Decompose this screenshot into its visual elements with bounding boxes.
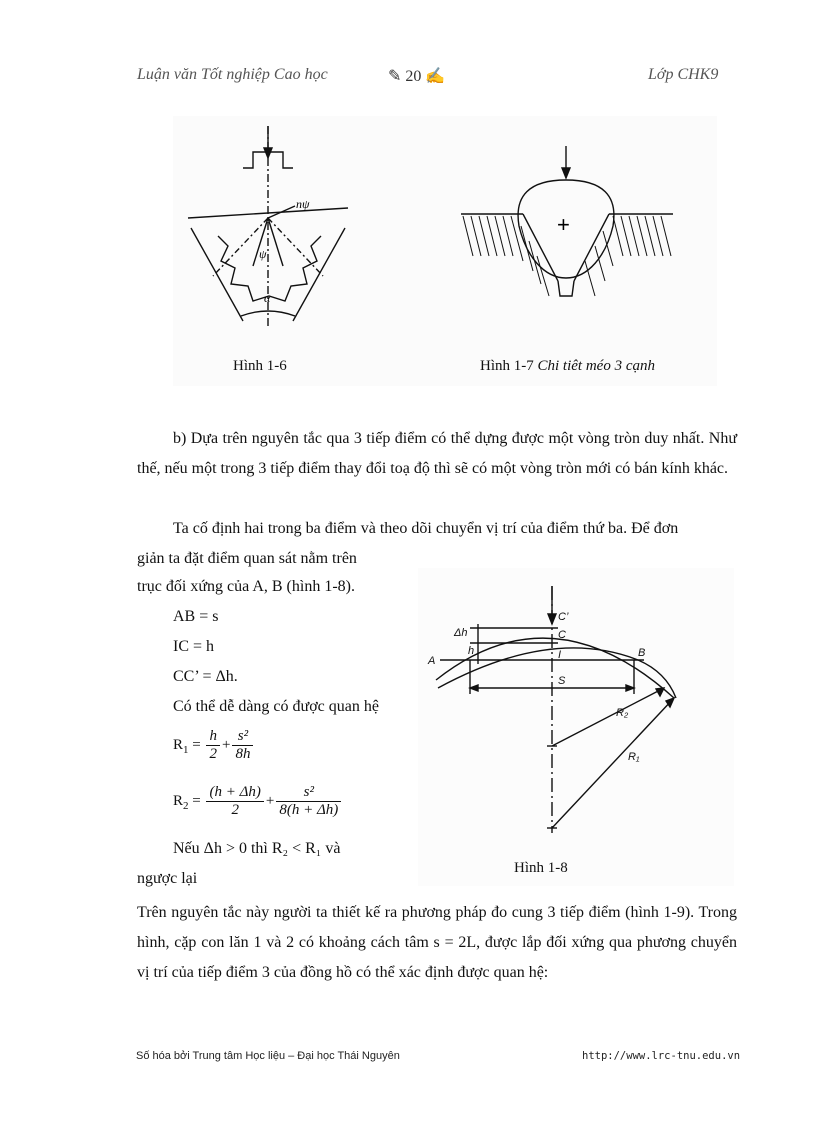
fig7-hatch-right [585,216,671,296]
formula-r2-plus: + [265,792,275,809]
fig8-label-dh: Δh [454,627,468,639]
figure-drawings [173,116,717,386]
fig8-radius-r1 [552,698,674,828]
paragraph-tren: Trên nguyên tắc này người ta thiết kế ra phương pháp đo cung 3 tiếp điểm (hình 1-9). Trong hình, cặp con lăn 1 và 2 có khoảng cách tâm s = 2L, được lắp đối xứng qua phương chuyển vị trí của tiếp điểm 3 của đồng hồ có thể xác định được quan hệ: [137,904,737,981]
paragraph-b: b) Dựa trên nguyên tắc qua 3 tiếp điểm có thể dựng được một vòng tròn duy nhất. Như thế, nếu một trong 3 tiếp điểm thay đổi toạ độ thì sẽ có một vòng tròn mới có bán kính khác. [137,430,737,477]
paragraph-ta: Ta cố định hai trong ba điểm và theo dõi chuyển vị trí của điểm thứ ba. Để đơn [173,520,679,537]
formula-r2-lhs: R [173,792,184,809]
equation-ic: IC = h [173,638,215,655]
line-co-the: Có thể dễ dàng có được quan hệ [173,698,379,715]
fig8-label-r1: R₁ [628,751,640,763]
fig8-label-h: h [468,645,475,657]
fig6-label-alpha: α [264,291,271,305]
fig7-arrowhead [562,168,570,178]
formula-r2-n1: (h + Δh) [206,784,263,802]
formula-r2-d1: 2 [231,802,239,818]
line-gian: giản ta đặt điểm quan sát nằm trên [137,550,357,567]
formula-r2-frac2 [276,784,341,819]
formula-r2-frac1 [206,784,263,819]
equation-ab: AB = s [173,608,219,625]
formula-r1-n1: h [206,728,220,746]
line-neu: Nếu Δh > 0 thì R₂ < R₁ và [173,840,341,857]
formula-r1 [173,728,255,763]
fig7-hatch-left [463,216,549,296]
footer-url[interactable]: http://www.lrc-tnu.edu.vn [582,1050,741,1062]
fig8-label-b: B [638,647,646,659]
header-left: Luận văn Tốt nghiệp Cao học [137,66,328,83]
caption-fig-1-8: Hình 1-8 [514,860,568,876]
line-truc: trục đối xứng của A, B (hình 1-8). [137,578,355,595]
figure-1-8-drawing [418,568,734,886]
fig8-label-a: A [428,655,436,667]
header-right: Lớp CHK9 [648,66,719,83]
formula-r1-frac2 [232,728,253,763]
equation-cc: CC’ = Δh. [173,668,238,685]
header-page-number: ✎ 20 ✍ [388,68,446,85]
formula-r1-eq: = [188,736,205,753]
formula-r2-d2: 8(h + Δh) [279,802,339,818]
fig6-right-v [293,228,345,321]
figure-1-8 [418,568,734,886]
fig8-label-r2: R₂ [616,707,629,719]
formula-r1-sub: 1 [183,743,189,756]
fig6-arrowhead [264,148,272,158]
formula-r2-sub: 2 [183,799,189,812]
formula-r1-d1: 2 [209,746,217,762]
fig7-bottom-probe [558,281,574,296]
fig6-label-psi: ψ [259,247,267,261]
fig8-label-c: C [558,629,566,641]
formula-r1-frac1 [206,728,220,763]
fig8-radius-r2 [552,688,664,746]
caption-fig-1-7-prefix: Hình 1-7 [480,358,538,374]
caption-fig-1-7 [480,358,655,375]
fig8-label-s: S [558,675,566,687]
formula-r2-eq: = [188,792,205,809]
formula-r1-plus: + [221,736,231,753]
footer-left: Số hóa bởi Trung tâm Học liệu – Đại học Thái Nguyên [136,1050,400,1062]
caption-fig-1-6: Hình 1-6 [233,358,287,374]
fig6-label-npsi: nψ [296,197,310,211]
figure-1-6-1-7 [173,116,717,386]
formula-r2-n2: s² [276,784,341,802]
fig7-center-plus: + [557,212,570,237]
formula-r1-lhs: R [173,736,184,753]
fig8-label-c-prime: C’ [558,611,569,623]
line-nguoc: ngược lại [137,870,198,887]
formula-r2 [173,784,343,819]
fig6-left-v [191,228,243,321]
formula-r1-n2: s² [232,728,253,746]
formula-r1-d2: 8h [235,746,251,762]
fig8-label-i: I [558,649,562,661]
caption-fig-1-7-title: Chi tiêt méo 3 cạnh [537,358,655,374]
